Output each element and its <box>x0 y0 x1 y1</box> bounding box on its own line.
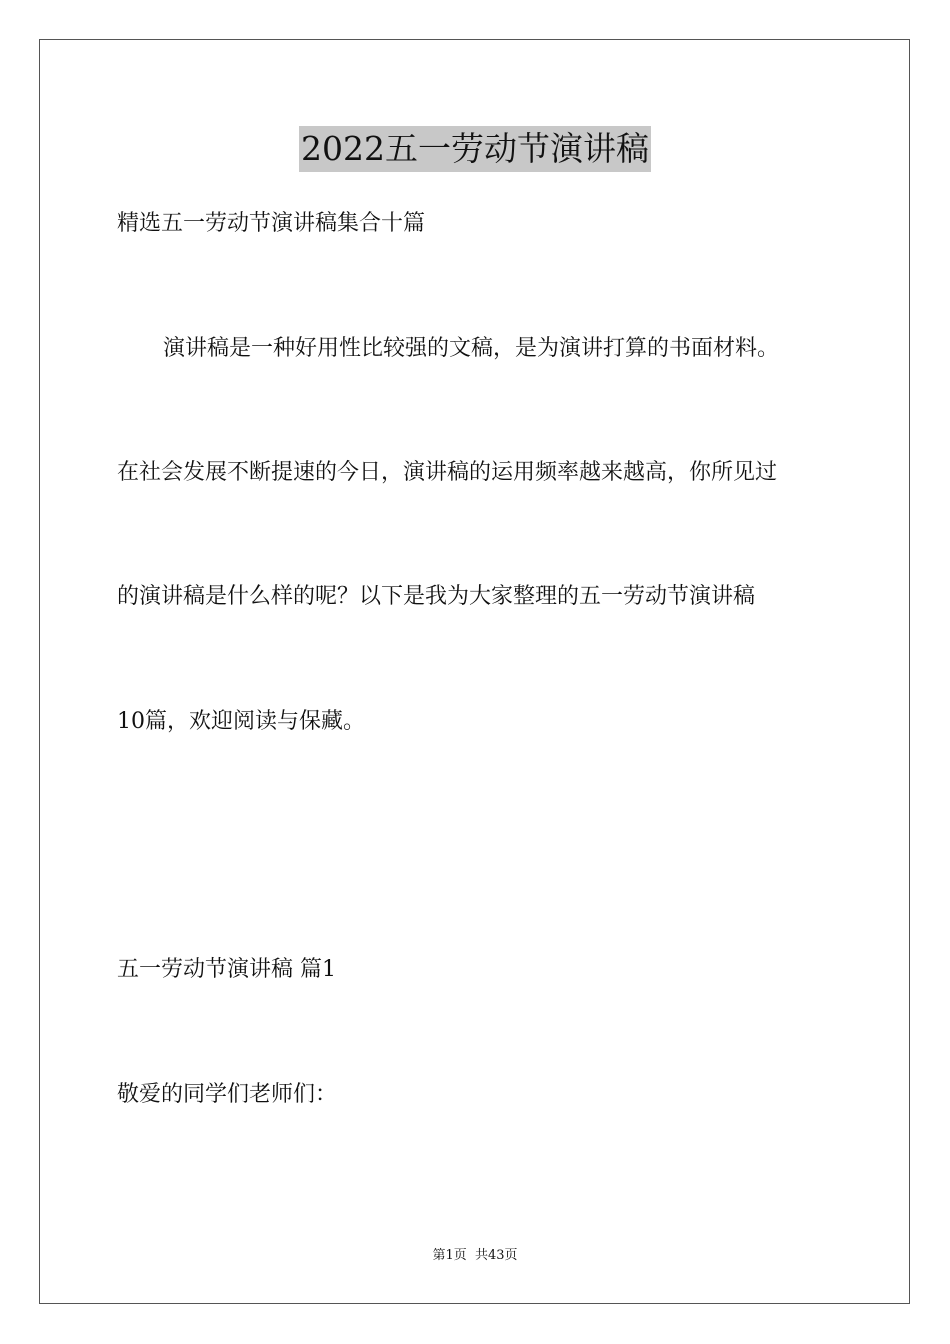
paragraph-line-1: 演讲稿是一种好用性比较强的文稿，是为演讲打算的书面材料。 <box>163 336 780 361</box>
salutation: 敬爱的同学们老师们： <box>117 1082 338 1107</box>
document-subtitle: 精选五一劳动节演讲稿集合十篇 <box>117 211 426 236</box>
page-footer <box>0 1247 950 1265</box>
paragraph-line-2: 在社会发展不断提速的今日，演讲稿的运用频率越来越高，你所见过 <box>117 460 778 485</box>
document-title: 2022五一劳动节演讲稿 <box>299 126 651 172</box>
section-heading: 五一劳动节演讲稿 篇1 <box>117 957 336 982</box>
paragraph-line-3: 的演讲稿是什么样的呢？以下是我为大家整理的五一劳动节演讲稿 <box>117 584 756 609</box>
page-total: 共43页 <box>474 1248 518 1263</box>
title-container <box>0 126 950 172</box>
page-number: 第1页 <box>432 1248 467 1263</box>
paragraph-line-4: 10篇，欢迎阅读与保藏。 <box>117 709 365 734</box>
